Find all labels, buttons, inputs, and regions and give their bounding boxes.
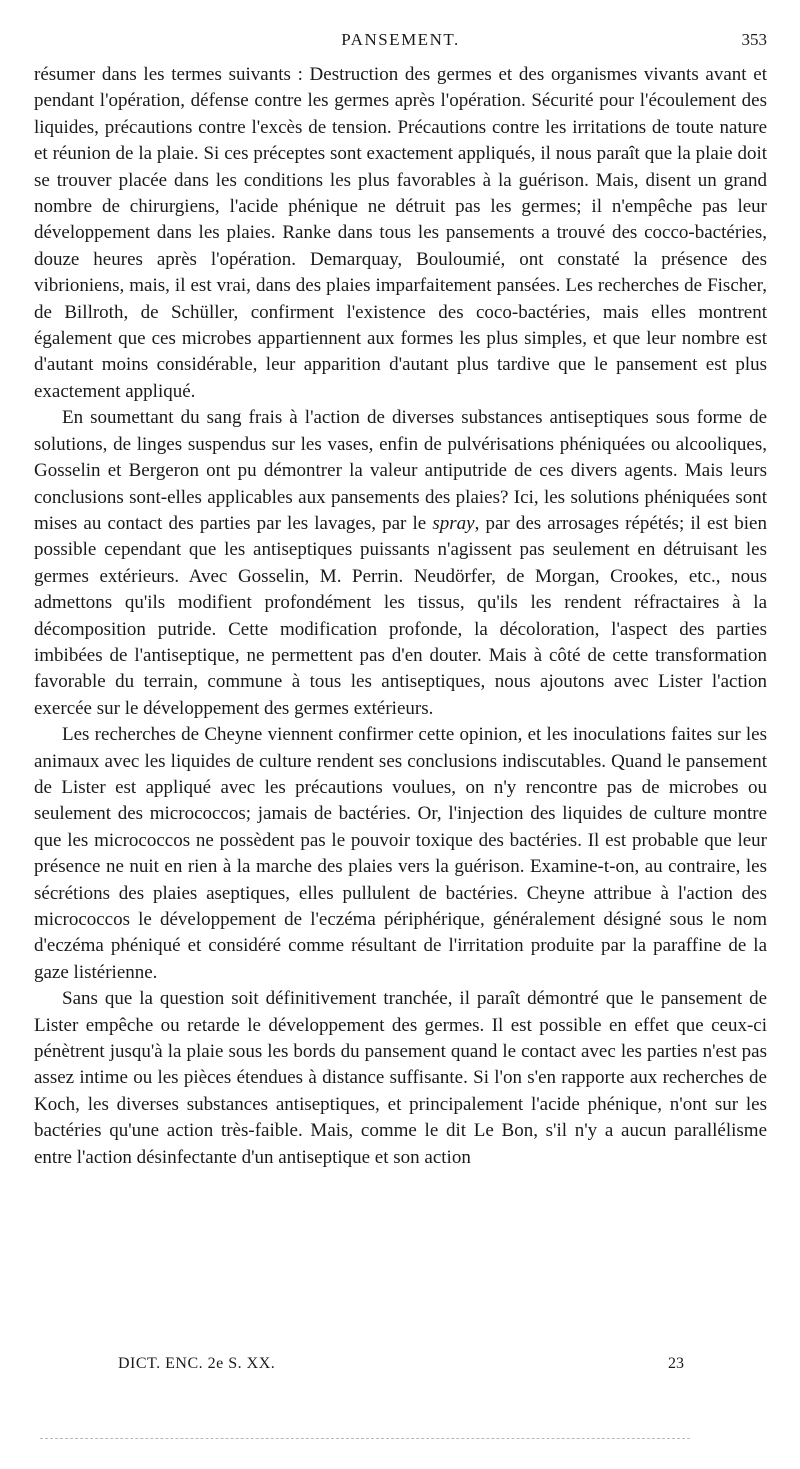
printer-signature: DICT. ENC. 2e S. XX. (118, 1355, 276, 1372)
paragraph-text: , par des arrosages répétés; il est bien possible cependant que les antiseptiques puissants n'agissent pas seulement en détruisant les germes extérieurs. Avec Gosselin, M. Perrin. Neudörfer, de Morgan, Crookes, etc., nous admettons qu'ils modifient profondément les tissus, qu'ils les rendent réfractaires à la décomposition putride. Cette modification profonde, la décoloration, l'aspect des parties imbibées de l'antiseptique, ne permettent pas d'en douter. Mais à côté de cette transformation favorable du terrain, commune à tous les antiseptiques, nous ajoutons avec Lister l'action exercée sur le développement des germes extérieurs. (34, 512, 767, 719)
paragraph-text: En soumettant du sang frais à l'action de diverses substances antiseptiques sous forme de solutions, de linges suspendus sur les vases, enfin de pulvérisations phéniquées ou alcooliques, Gosselin et Bergeron ont pu démontrer la valeur antiputride de ces divers agents. Mais leurs conclusions sont-elles applicables aux pansements des plaies? Ici, les solutions phéniquées sont mises au contact des parties par les lavages, par le (34, 407, 767, 534)
paragraph-cheyne-research: Les recherches de Cheyne viennent confirmer cette opinion, et les inoculations faites sur les animaux avec les liquides de culture rendent ses conclusions indiscutables. Quand le pansement de Lister est appliqué avec les précautions voulues, on n'y rencontre pas de microbes ou seulement des micrococcos; jamais de bactéries. Or, l'injection des liquides de culture montre que les micrococcos ne possèdent pas le pouvoir toxique des bactéries. Il est probable que leur présence ne nuit en rien à la marche des plaies vers la guérison. Examine-t-on, au contraire, les sécrétions des plaies aseptiques, elles pullulent de bactéries. Cheyne attribue à l'action des micrococcos le développement de l'eczéma périphérique, généralement désigné sous le nom d'eczéma phéniqué et considéré comme résultant de l'irritation produite par la paraffine de la gaze listérienne. (34, 724, 767, 983)
body-text (34, 62, 767, 1171)
signature-mark: 23 (668, 1355, 684, 1372)
page-number: 353 (741, 30, 767, 49)
paragraph-antiseptic-agents (34, 405, 767, 722)
running-head (34, 30, 767, 54)
paragraph-continuation: résumer dans les termes suivants : Destruction des germes et des organismes vivants avant et pendant l'opération, défense contre les germes après l'opération. Sécurité pour l'écoulement des liquides, précautions contre l'excès de tension. Précautions contre les irritations de toute nature et réunion de la plaie. Si ces préceptes sont exactement appliqués, il nous paraît que la plaie doit se trouver placée dans les conditions les plus favorables à la guérison. Mais, disent un grand nombre de chirurgiens, l'acide phénique ne détruit pas les germes; il n'empêche pas leur développement dans les plaies. Ranke dans tous les pansements a trouvé des cocco-bactéries, douze heures après l'opération. Demarquay, Bouloumié, ont constaté la présence des vibrioniens, mais, il est vrai, dans des plaies imparfaitement pansées. Les recherches de Fischer, de Billroth, de Schüller, confirment l'existence des coco-bactéries, mais elles montrent également que ces microbes appartiennent aux formes les plus simples, et que leur nombre est d'autant moins considérable, leur apparition d'autant plus tardive que le pansement est plus exactement appliqué. (34, 64, 767, 402)
page-footer (118, 1355, 684, 1379)
paragraph-lister-dressing: Sans que la question soit définitivement tranchée, il paraît démontré que le pansement de Lister empêche ou retarde le développement des germes. Il est possible en effet que ceux-ci pénètrent jusqu'à la plaie sous les bords du pansement quand le contact avec les parties n'est pas assez intime ou les pièces étendues à distance suffisante. Si l'on s'en rapporte aux recherches de Koch, les diverses substances antiseptiques, et principalement l'acide phénique, n'ont sur les bactéries qu'une action très-faible. Mais, comme le dit Le Bon, s'il n'y a aucun parallélisme entre l'action désinfectante d'un antiseptique et son action (34, 988, 767, 1168)
running-title: PANSEMENT. (341, 30, 460, 49)
italic-term-spray: spray (432, 512, 475, 534)
scan-edge-rule (40, 1438, 690, 1439)
